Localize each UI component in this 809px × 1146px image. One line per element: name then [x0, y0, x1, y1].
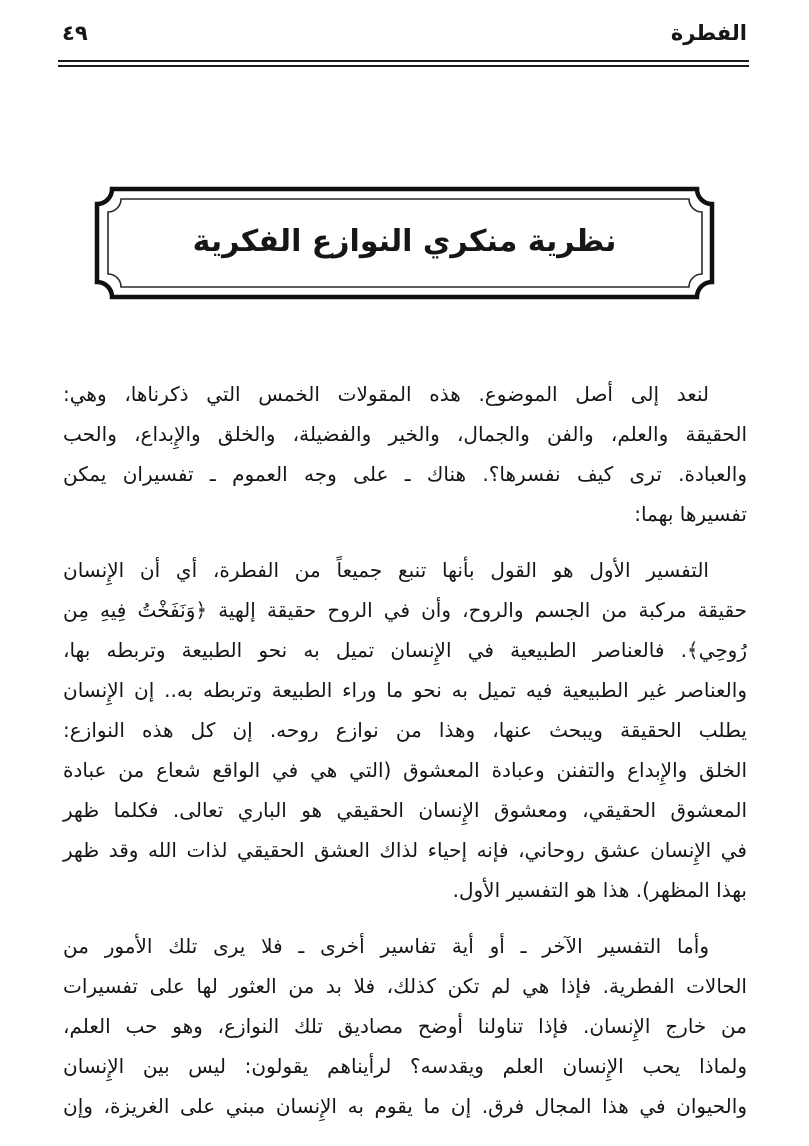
title-box: [94, 186, 715, 300]
text-line: وأما التفسير الآخر ـ أو أية تفاسير أخرى ـ فلا يرى تلك الأمور من: [63, 934, 709, 958]
text-line: بهذا المظهر). هذا هو التفسير الأول.: [452, 878, 747, 902]
text-line: من خارج الإِنسان. فإذا تناولنا أوضح مصاديق تلك النوازع، وهو حب العلم،: [63, 1014, 747, 1038]
text-line: الحقيقة والعلم، والفن والجمال، والخير والفضيلة، والخلق والإِبداع، والحب: [63, 422, 747, 446]
text-line: تفسيرها بهما:: [634, 502, 747, 526]
page-number: ٤٩: [62, 21, 88, 45]
body-paragraph: [63, 550, 747, 910]
chapter-title: الفطرة: [670, 21, 747, 45]
text-line: الخلق والإِبداع والتفنن وعبادة المعشوق (التي هي في الواقع شعاع من عبادة: [63, 758, 747, 782]
text-line: المعشوق الحقيقي، ومعشوق الإِنسان الحقيقي هو الباري تعالى. فكلما ظهر: [63, 798, 747, 822]
text-line: حقيقة مركبة من الجسم والروح، وأن في الروح حقيقة إلهية ﴿وَنَفَخْتُ فِيهِ مِن: [63, 598, 747, 622]
body-paragraph: [63, 926, 747, 1126]
text-line: ولماذا يحب الإِنسان العلم ويقدسه؟ لرأيناهم يقولون: ليس بين الإِنسان: [63, 1054, 747, 1078]
text-line: الحالات الفطرية. فإذا هي لم تكن كذلك، فلا بد من العثور لها على تفسيرات: [63, 974, 747, 998]
text-line: والحيوان في هذا المجال فرق. إن ما يقوم به الإِنسان مبني على الغريزة، وإن: [63, 1094, 747, 1118]
text-line: لنعد إلى أصل الموضوع. هذه المقولات الخمس التي ذكرناها، وهي:: [63, 382, 709, 406]
text-line: والعبادة. ترى كيف نفسرها؟. هناك ـ على وجه العموم ـ تفسيران يمكن: [63, 462, 747, 486]
text-line: والعناصر غير الطبيعية فيه تميل به نحو ما وراء الطبيعة وتربطه به.. إن الإِنسان: [63, 678, 747, 702]
body-paragraph: [63, 374, 747, 534]
text-line: التفسير الأول هو القول بأنها تنبع جميعاً من الفطرة، أي أن الإِنسان: [63, 558, 709, 582]
body-text: [63, 374, 747, 1142]
section-title: نظرية منكري النوازع الفكرية: [192, 223, 617, 259]
header-double-rule: [58, 60, 749, 67]
text-line: يطلب الحقيقة ويبحث عنها، وهذا من نوازع روحه. إن كل هذه النوازع:: [63, 718, 747, 742]
text-line: في الإِنسان عشق روحاني، فإنه إحياء لذاك العشق الحقيقي لذات الله وقد ظهر: [63, 838, 747, 862]
text-line: رُوحِي﴾. فالعناصر الطبيعية في الإِنسان تميل به نحو الطبيعة وتربطه بها،: [63, 638, 747, 662]
page-header: [62, 20, 747, 47]
